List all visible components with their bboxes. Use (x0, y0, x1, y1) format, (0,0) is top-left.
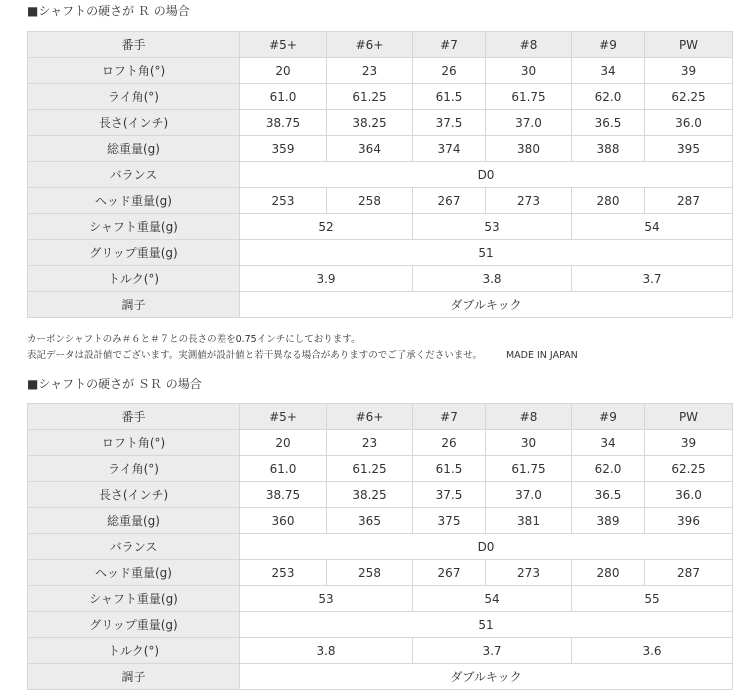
table-row-shaft-weight (28, 586, 733, 612)
table-row-head-weight (28, 188, 733, 214)
table-cell: 267 (413, 560, 486, 586)
table-cell: 62.0 (572, 84, 645, 110)
row-label: グリップ重量(g) (28, 612, 240, 638)
column-header: #8 (486, 404, 572, 430)
table-cell: 61.25 (327, 456, 413, 482)
table-cell: 267 (413, 188, 486, 214)
row-label: 番手 (28, 32, 240, 58)
table-cell: 51 (240, 240, 733, 266)
table-row-kick-point (28, 292, 733, 318)
row-label: トルク(°) (28, 266, 240, 292)
table-cell: 54 (413, 586, 572, 612)
row-label: 長さ(インチ) (28, 110, 240, 136)
table-cell: 37.0 (486, 482, 572, 508)
row-label: ロフト角(°) (28, 430, 240, 456)
row-label: 総重量(g) (28, 136, 240, 162)
table-cell: 62.25 (645, 456, 733, 482)
table-cell: 62.0 (572, 456, 645, 482)
row-label: ロフト角(°) (28, 58, 240, 84)
table-row-torque (28, 638, 733, 664)
table-cell: 54 (572, 214, 733, 240)
table-cell: 381 (486, 508, 572, 534)
table-cell: 360 (240, 508, 327, 534)
table-cell: 365 (327, 508, 413, 534)
table-row-torque (28, 266, 733, 292)
table-cell: 36.0 (645, 482, 733, 508)
column-header: PW (645, 404, 733, 430)
table-cell: 23 (327, 430, 413, 456)
table-row-total-weight (28, 136, 733, 162)
table-row-grip-weight (28, 240, 733, 266)
column-header: #5+ (240, 32, 327, 58)
table-cell: 53 (413, 214, 572, 240)
row-label: シャフト重量(g) (28, 214, 240, 240)
table-cell: 258 (327, 560, 413, 586)
table-row-lie (28, 84, 733, 110)
row-label: 長さ(インチ) (28, 482, 240, 508)
table-cell: 61.0 (240, 456, 327, 482)
column-header: #6+ (327, 404, 413, 430)
table-cell: 61.75 (486, 456, 572, 482)
row-label: 総重量(g) (28, 508, 240, 534)
table-cell: D0 (240, 162, 733, 188)
table-cell: 37.5 (413, 482, 486, 508)
table-cell: 39 (645, 430, 733, 456)
table-cell: 34 (572, 430, 645, 456)
note-design-values (27, 349, 578, 363)
table-cell: 38.75 (240, 482, 327, 508)
row-label: トルク(°) (28, 638, 240, 664)
table-cell: 61.75 (486, 84, 572, 110)
table-cell: ダブルキック (240, 664, 733, 690)
table-cell: 3.6 (572, 638, 733, 664)
table-cell: 52 (240, 214, 413, 240)
table-cell: 55 (572, 586, 733, 612)
table-cell: 273 (486, 188, 572, 214)
table-cell: 37.5 (413, 110, 486, 136)
table-cell: 38.75 (240, 110, 327, 136)
table-cell: 51 (240, 612, 733, 638)
spec-table-sr (27, 403, 733, 690)
table-row-grip-weight (28, 612, 733, 638)
column-header: #7 (413, 32, 486, 58)
column-header: #6+ (327, 32, 413, 58)
row-label: グリップ重量(g) (28, 240, 240, 266)
table-cell: 20 (240, 430, 327, 456)
table-cell: 3.7 (572, 266, 733, 292)
row-label: 調子 (28, 292, 240, 318)
table-cell: 374 (413, 136, 486, 162)
column-header: #9 (572, 32, 645, 58)
table-cell: 36.5 (572, 482, 645, 508)
table-row-lie (28, 456, 733, 482)
table-cell: 61.25 (327, 84, 413, 110)
table-cell: 287 (645, 560, 733, 586)
column-header: #8 (486, 32, 572, 58)
table-cell: 388 (572, 136, 645, 162)
row-label: シャフト重量(g) (28, 586, 240, 612)
column-header: #9 (572, 404, 645, 430)
table-cell: D0 (240, 534, 733, 560)
table-row-total-weight (28, 508, 733, 534)
table-cell: 36.0 (645, 110, 733, 136)
note-length-difference: カーボンシャフトのみ＃６と＃７との長さの差を0.75インチにしております。 (27, 334, 361, 345)
table-cell: 61.0 (240, 84, 327, 110)
row-label: 調子 (28, 664, 240, 690)
table-cell: 253 (240, 188, 327, 214)
table-cell: 3.8 (240, 638, 413, 664)
table-cell: 395 (645, 136, 733, 162)
table-cell: 364 (327, 136, 413, 162)
table-cell: 280 (572, 560, 645, 586)
table-row-club-number (28, 404, 733, 430)
table-cell: 30 (486, 430, 572, 456)
table-row-loft (28, 58, 733, 84)
row-label: バランス (28, 162, 240, 188)
spec-table-r (27, 31, 733, 318)
table-cell: 287 (645, 188, 733, 214)
row-label: 番手 (28, 404, 240, 430)
table-cell: 396 (645, 508, 733, 534)
table-cell: 26 (413, 430, 486, 456)
table-cell: 3.9 (240, 266, 413, 292)
table-cell: 389 (572, 508, 645, 534)
table-cell: 38.25 (327, 482, 413, 508)
table-row-loft (28, 430, 733, 456)
table-cell: 30 (486, 58, 572, 84)
table-cell: 273 (486, 560, 572, 586)
table-cell: 26 (413, 58, 486, 84)
table-row-head-weight (28, 560, 733, 586)
table-cell: 23 (327, 58, 413, 84)
table-cell: 20 (240, 58, 327, 84)
table-cell: 62.25 (645, 84, 733, 110)
table-cell: 61.5 (413, 84, 486, 110)
table-row-length (28, 482, 733, 508)
section-heading-r: ■シャフトの硬さが Ｒ の場合 (27, 4, 190, 18)
column-header: PW (645, 32, 733, 58)
table-cell: 253 (240, 560, 327, 586)
row-label: ライ角(°) (28, 84, 240, 110)
table-cell: 34 (572, 58, 645, 84)
table-cell: 375 (413, 508, 486, 534)
note-design-text: 表記データは設計値でございます。実測値が設計値と若干異なる場合がありますのでご了承くださいませ。 (27, 350, 482, 361)
table-row-balance (28, 534, 733, 560)
table-cell: ダブルキック (240, 292, 733, 318)
table-cell: 258 (327, 188, 413, 214)
table-cell: 359 (240, 136, 327, 162)
table-row-balance (28, 162, 733, 188)
section-heading-sr: ■シャフトの硬さが ＳＲ の場合 (27, 377, 202, 391)
table-row-shaft-weight (28, 214, 733, 240)
table-row-length (28, 110, 733, 136)
table-cell: 380 (486, 136, 572, 162)
row-label: ヘッド重量(g) (28, 188, 240, 214)
table-row-club-number (28, 32, 733, 58)
table-cell: 61.5 (413, 456, 486, 482)
made-in-label: MADE IN JAPAN (505, 350, 578, 361)
table-cell: 280 (572, 188, 645, 214)
table-cell: 3.7 (413, 638, 572, 664)
column-header: #5+ (240, 404, 327, 430)
column-header: #7 (413, 404, 486, 430)
table-cell: 37.0 (486, 110, 572, 136)
row-label: ヘッド重量(g) (28, 560, 240, 586)
table-cell: 36.5 (572, 110, 645, 136)
table-row-kick-point (28, 664, 733, 690)
table-cell: 3.8 (413, 266, 572, 292)
row-label: ライ角(°) (28, 456, 240, 482)
table-cell: 38.25 (327, 110, 413, 136)
row-label: バランス (28, 534, 240, 560)
table-cell: 39 (645, 58, 733, 84)
table-cell: 53 (240, 586, 413, 612)
